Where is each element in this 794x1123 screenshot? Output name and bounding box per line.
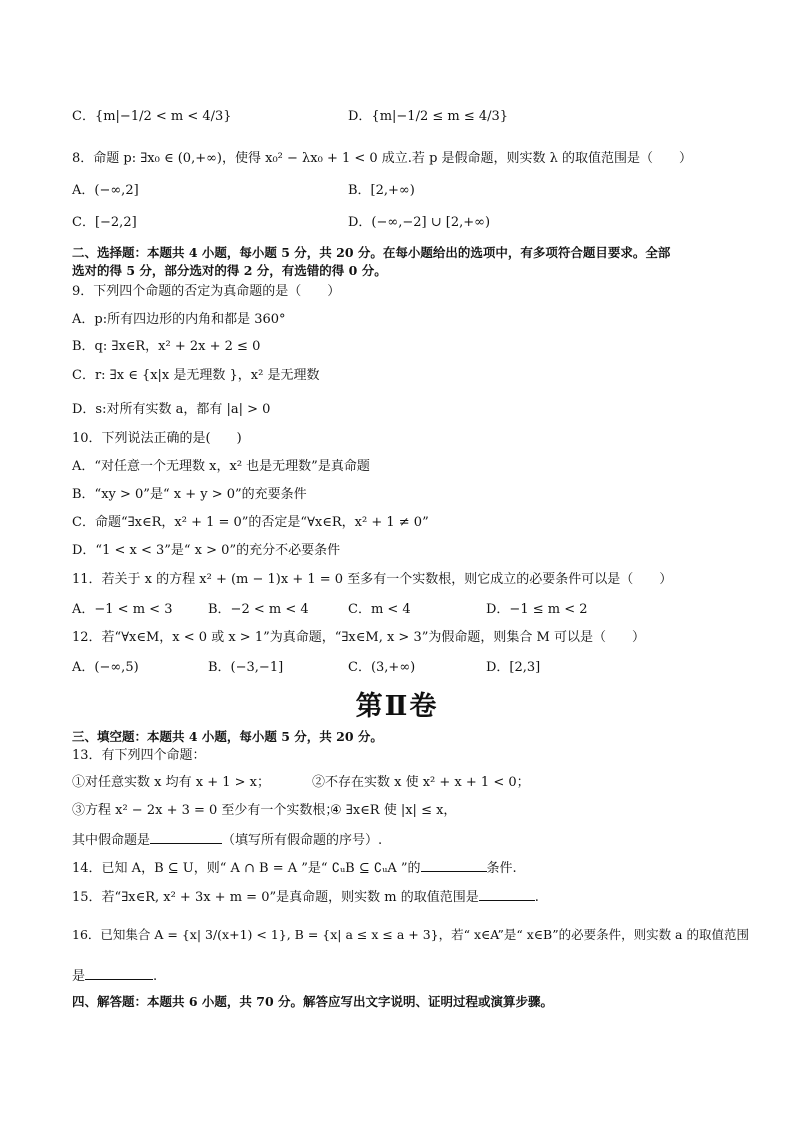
q8-stem: 8．命题 p: ∃x₀ ∈ (0,+∞)，使得 x₀² − λx₀ + 1 < 0 成立.若 p 是假命题，则实数 λ 的取值范围是（ ） xyxy=(72,151,693,166)
q16-answer-blank[interactable] xyxy=(85,966,153,980)
q13-stem: 13．有下列四个命题： xyxy=(72,748,206,763)
q16-continuation xyxy=(72,966,157,986)
q7-option-d: D．{m|−1/2 ≤ m ≤ 4/3} xyxy=(348,109,509,124)
q7-option-c: C．{m|−1/2 < m < 4/3} xyxy=(72,109,232,124)
q14-line xyxy=(72,858,517,878)
section4-heading: 四、解答题：本题共 6 小题，共 70 分。解答应写出文字说明、证明过程或演算步骤。 xyxy=(72,994,554,1009)
q13-proposition-1: ①对任意实数 x 均有 x + 1 > x； xyxy=(72,775,270,790)
q11-stem: 11．若关于 x 的方程 x² + (m − 1)x + 1 = 0 至多有一个实数根，则它成立的必要条件可以是（ ） xyxy=(72,572,673,587)
q14-prefix: 14．已知 A，B ⊆ U，则“ A ∩ B = A ”是“ ∁ᵤB ⊆ ∁ᵤA ”的 xyxy=(72,861,421,876)
q8-option-b: B．[2,+∞) xyxy=(348,183,415,198)
part-two-title: 第Ⅱ卷 xyxy=(355,691,439,722)
section2-heading-line1: 二、选择题：本题共 4 小题，每小题 5 分，共 20 分。在每小题给出的选项中，有多项符合题目要求。全部 xyxy=(72,245,671,260)
q10-stem: 10．下列说法正确的是( ) xyxy=(72,431,242,446)
q8-option-d: D．(−∞,−2] ∪ [2,+∞) xyxy=(348,215,491,230)
q9-stem: 9．下列四个命题的否定为真命题的是（ ） xyxy=(72,284,341,299)
q10-option-a: A．“对任意一个无理数 x，x² 也是无理数”是真命题 xyxy=(72,459,370,474)
q16-cont-prefix: 是 xyxy=(72,969,86,984)
q12-option-a: A．(−∞,5) xyxy=(72,660,139,675)
q11-option-d: D．−1 ≤ m < 2 xyxy=(486,602,588,617)
q12-option-c: C．(3,+∞) xyxy=(348,660,416,675)
q9-option-d: D．s:对所有实数 a，都有 |a| > 0 xyxy=(72,402,271,417)
q15-prefix: 15．若“∃x∈R, x² + 3x + m = 0”是真命题，则实数 m 的取值范围是 xyxy=(72,890,479,905)
q16-cont-suffix: . xyxy=(153,969,158,984)
q15-line xyxy=(72,887,539,907)
q13-question xyxy=(72,830,382,850)
q10-option-b: B．“xy > 0”是“ x + y > 0”的充要条件 xyxy=(72,487,307,502)
q14-suffix: 条件. xyxy=(486,861,517,876)
q14-answer-blank[interactable] xyxy=(421,858,487,872)
q16-stem: 16．已知集合 A = {x| 3/(x+1) < 1}, B = {x| a ≤ x ≤ a + 3}，若“ x∈A”是“ x∈B”的必要条件，则实数 a 的取值范围 xyxy=(72,927,749,942)
section2-heading-line2: 选对的得 5 分，部分选对的得 2 分，有选错的得 0 分。 xyxy=(72,263,387,278)
q13-question-suffix: （填写所有假命题的序号）. xyxy=(222,833,383,848)
q9-option-b: B．q: ∃x∈R，x² + 2x + 2 ≤ 0 xyxy=(72,339,261,354)
q13-proposition-3: ③方程 x² − 2x + 3 = 0 至少有一个实数根； xyxy=(72,803,339,818)
q11-option-b: B．−2 < m < 4 xyxy=(208,602,309,617)
q15-answer-blank[interactable] xyxy=(479,887,535,901)
q8-option-a: A．(−∞,2] xyxy=(72,183,139,198)
q10-option-c: C．命题“∃x∈R，x² + 1 = 0”的否定是“∀x∈R，x² + 1 ≠ 0” xyxy=(72,515,429,530)
q15-suffix: . xyxy=(534,890,539,905)
q8-option-c: C．[−2,2] xyxy=(72,215,137,230)
q12-option-b: B．(−3,−1] xyxy=(208,660,284,675)
q9-option-a: A．p:所有四边形的内角和都是 360° xyxy=(72,312,286,327)
q12-option-d: D．[2,3] xyxy=(486,660,541,675)
q12-stem: 12．若“∀x∈M，x < 0 或 x > 1”为真命题，“∃x∈M, x > 3”为假命题，则集合 M 可以是（ ） xyxy=(72,630,645,645)
q10-option-d: D．“1 < x < 3”是“ x > 0”的充分不必要条件 xyxy=(72,543,341,558)
q11-option-c: C．m < 4 xyxy=(348,602,411,617)
q13-question-prefix: 其中假命题是 xyxy=(72,833,151,848)
q9-option-c: C．r: ∃x ∈ {x|x 是无理数 }，x² 是无理数 xyxy=(72,368,320,383)
section3-heading: 三、填空题：本题共 4 小题，每小题 5 分，共 20 分。 xyxy=(72,729,383,744)
q13-answer-blank[interactable] xyxy=(150,830,222,844)
q11-option-a: A．−1 < m < 3 xyxy=(72,602,173,617)
q13-proposition-4: ④ ∃x∈R 使 |x| ≤ x， xyxy=(330,803,457,818)
q13-proposition-2: ②不存在实数 x 使 x² + x + 1 < 0； xyxy=(312,775,530,790)
